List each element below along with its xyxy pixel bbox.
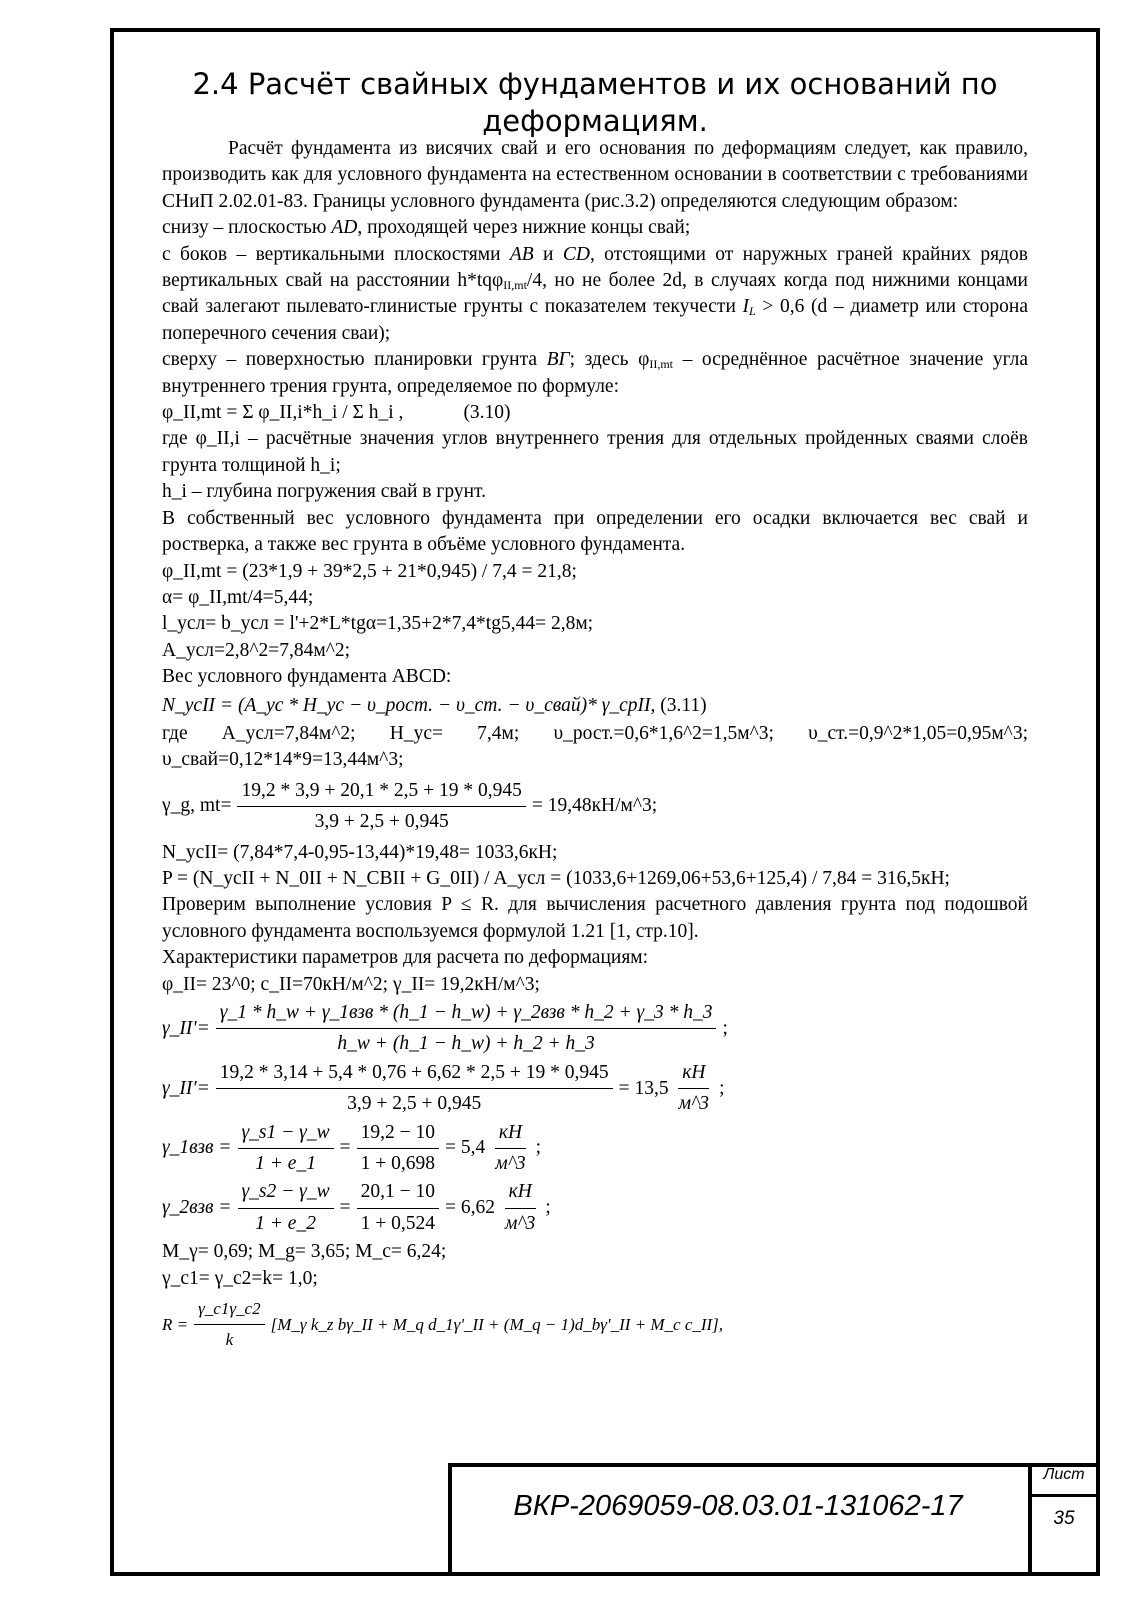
unit-numerator: кН	[678, 1060, 709, 1089]
gamma-1-fraction-symbolic	[238, 1120, 334, 1178]
sides-sub: II,mt	[503, 278, 527, 293]
gamma-g-numerator: 19,2 * 3,9 + 20,1 * 2,5 + 19 * 0,945	[237, 778, 525, 807]
gamma-2-formula: γ_2взв = $\frac{\gamma\_s2 - \gamma\_w}{1 + e\_2}$ = $\frac{20,1 - 10}{1 + 0,524}$ = 6,62 $\frac{кН}{м\^{}3}$ ;	[162, 1179, 1028, 1237]
top-text-3: – осреднённое расчётное значение угла внутреннего трения грунта, определяемое по формуле:	[162, 349, 1028, 397]
sides-and: и	[533, 243, 563, 265]
boundary-bottom	[162, 215, 1028, 241]
hi-definition: h_i – глубина погружения свай в грунт.	[162, 481, 486, 503]
gamma-ii-end: ;	[722, 1017, 728, 1039]
gamma-1-fraction-numeric	[357, 1120, 439, 1178]
gamma-ii-numeric: γ_II'= $\frac{19,2 * 3,14 + 5,4 * 0,76 + 6,62 * 2,5 + 19 * 0,945}{3,9 + 2,5 + 0,945}$ = 13,5 $\frac{кН}{м\^{}3}$ ;	[162, 1060, 1028, 1118]
gamma-ii-numeric-numerator: 19,2 * 3,14 + 5,4 * 0,76 + 6,62 * 2,5 + 19 * 0,945	[216, 1060, 613, 1089]
phi-calculation: φ_II,mt = (23*1,9 + 39*2,5 + 21*0,945) / 7,4 = 21,8;	[162, 560, 577, 582]
n-calculation: N_усII= (7,84*7,4-0,95-13,44)*19,48= 1033,6кН;	[162, 841, 558, 863]
plane-cd: CD	[562, 243, 590, 265]
where-v-rost: υ_рост.=0,6*1,6^2=1,5м^3;	[553, 722, 774, 744]
p-calculation: P = (N_усII + N_0II + N_CBII + G_0II) / A_усл = (1033,6+1269,06+53,6+125,4) / 7,84 = 316,5кН;	[162, 867, 950, 889]
gamma-2-result: = 6,62	[445, 1197, 495, 1219]
title-block-sheet-line	[1028, 1494, 1100, 1497]
where-values-line	[162, 721, 1028, 747]
sheet-number: 35	[1053, 1508, 1075, 1529]
gamma-2-unit	[501, 1179, 539, 1237]
document-code: ВКР-2069059-08.03.01-131062-17	[513, 1490, 963, 1522]
check-condition: Проверим выполнение условия P ≤ R. для вычисления расчетного давления грунта под подошвой условного фундамента воспользуемся формулой 1.21 [1, стр.10].	[162, 894, 1028, 942]
gamma-2-unit-num: кН	[505, 1179, 536, 1208]
abcd-weight-label: Вес условного фундамента ABCD:	[162, 666, 452, 688]
intro-paragraph: Расчёт фундамента из висячих свай и его основания по деформациям следует, как правило, производить как для условного фундамента на естественном основании в соответствии с требованиями СНиП 2.02.01-83. Границы условного фундамента (рис.3.2) определяются следующим образом:	[162, 138, 1028, 212]
top-text: сверху – поверхностью планировки грунта	[162, 349, 547, 371]
l-calculation: l_усл= b_усл = l'+2*L*tgα=1,35+2*7,4*tg5,44= 2,8м;	[162, 613, 594, 635]
gamma-1-num-num: 19,2 − 10	[357, 1120, 439, 1149]
gamma-ii-denominator: h_w + (h_1 − h_w) + h_2 + h_3	[337, 1033, 595, 1055]
plane-ad: AD	[331, 217, 358, 239]
unit-denominator: м^3	[678, 1093, 710, 1115]
gamma-1-label: γ_1взв =	[162, 1137, 232, 1159]
unit-fraction	[675, 1060, 713, 1118]
liquidity-index: I	[742, 296, 750, 318]
params-values: φ_II= 23^0; c_II=70кН/м^2; γ_II= 19,2кН/м^3;	[162, 973, 540, 995]
r-label: R =	[162, 1314, 189, 1334]
a-calculation: A_усл=2,8^2=7,84м^2;	[162, 639, 351, 661]
gamma-2-sym-num: γ_s2 − γ_w	[238, 1179, 334, 1208]
params-label: Характеристики параметров для расчета по деформациям:	[162, 947, 649, 969]
boundary-bottom-text: снизу – плоскостью	[162, 217, 332, 239]
gamma-2-unit-den: м^3	[505, 1212, 536, 1234]
gamma-g-label: γ_g, mt=	[162, 795, 232, 817]
gamma-1-unit	[491, 1120, 529, 1178]
top-text-2: ; здесь φ	[569, 349, 650, 371]
r-bracket-expression: [M_γ k_z bγ_II + M_q d_1γ'_II + (M_q − 1)d_bγ'_II + M_c c_II],	[270, 1314, 724, 1334]
gamma-ii-fraction	[216, 1000, 717, 1058]
gamma-g-formula	[162, 778, 1028, 836]
sides-text-2: , отстоящими от наружных граней крайних рядов вертикальных свай на расстоянии h*tqφ	[162, 243, 1029, 292]
alpha-calculation: α= φ_II,mt/4=5,44;	[162, 586, 314, 608]
gamma-1-sym-num: γ_s1 − γ_w	[238, 1120, 334, 1149]
gamma-2-num-den: 1 + 0,524	[360, 1212, 435, 1234]
where-v-st: υ_ст.=0,9^2*1,05=0,95м^3;	[808, 722, 1028, 744]
gamma-g-fraction	[237, 778, 525, 836]
sides-text-4: > 0,6 (d – диаметр или сторона поперечного сечения сваи);	[162, 296, 1028, 344]
formula-3-11	[162, 693, 1028, 719]
boundary-top	[162, 347, 1028, 400]
formula-3-11-number: (3.11)	[660, 694, 707, 716]
sides-text-3: /4, но не более 2d, в случаях когда под нижними концами свай залегают пылевато-глинистые грунты с показателем текучести	[162, 270, 1028, 318]
gamma-1-unit-num: кН	[495, 1120, 526, 1149]
r-formula	[162, 1296, 1028, 1354]
gamma-g-result: = 19,48кН/м^3;	[531, 795, 658, 817]
formula-3-10-number: (3.10)	[463, 402, 511, 424]
plane-vg: ВГ	[546, 349, 570, 371]
top-sub: II,mt	[649, 357, 674, 372]
gamma-ii-numeric-label: γ_II'=	[162, 1077, 210, 1099]
gamma-2-num-num: 20,1 − 10	[357, 1179, 439, 1208]
gamma-ii-formula	[162, 1000, 1028, 1058]
where-phi-paragraph: где φ_II,i – расчётные значения углов внутреннего трения для отдельных пройденных сваями слоёв грунта толщиной h_i;	[162, 428, 1028, 476]
where-h: H_ус= 7,4м;	[389, 722, 520, 744]
sides-text: с боков – вертикальными плоскостями	[162, 243, 510, 265]
own-weight-paragraph: В собственный вес условного фундамента при определении его осадки включается вес свай и ростверка, а также вес грунта в объёме условного фундамента.	[162, 507, 1028, 556]
gamma-ii-numerator: γ_1 * h_w + γ_1взв * (h_1 − h_w) + γ_2взв * h_2 + γ_3 * h_3	[216, 1000, 717, 1029]
formula-3-10-body: φ_II,mt = Σ φ_II,i*h_i / Σ h_i ,	[162, 402, 404, 424]
where-a: где A_усл=7,84м^2;	[162, 722, 356, 744]
section-heading: 2.4 Расчёт свайных фундаментов и их оснований по деформациям.	[192, 67, 998, 138]
gamma-2-sym-den: 1 + e_2	[255, 1212, 316, 1234]
gamma-1-sym-den: 1 + e_1	[255, 1153, 316, 1175]
r-numerator: γ_c1γ_c2	[194, 1296, 265, 1325]
boundary-bottom-suffix: , проходящей через нижние концы свай;	[357, 217, 691, 239]
r-denominator: k	[225, 1330, 234, 1350]
document-body	[162, 136, 1028, 1358]
gamma-ii-label: γ_II'=	[162, 1017, 210, 1039]
gamma-ii-numeric-fraction	[216, 1060, 613, 1118]
gamma-ii-numeric-result: = 13,5	[618, 1077, 669, 1099]
plane-ab: AB	[509, 243, 534, 265]
gamma-1-unit-den: м^3	[495, 1153, 526, 1175]
gamma-1-result: = 5,4	[445, 1137, 486, 1159]
gamma-1-formula: γ_1взв = $\frac{\gamma\_s1 - \gamma\_w}{1 + e\_1}$ = $\frac{19,2 - 10}{1 + 0,698}$ = 5,4 $\frac{кН}{м\^{}3}$ ;	[162, 1120, 1028, 1178]
gamma-ii-numeric-denominator: 3,9 + 2,5 + 0,945	[347, 1093, 482, 1115]
liquidity-index-sub: L	[749, 304, 756, 319]
formula-3-11-body: N_усII = (A_ус * H_ус − υ_рост. − υ_ст. − υ_свай)* γ_срII,	[162, 694, 656, 716]
gamma-2-fraction-numeric	[357, 1179, 439, 1237]
r-fraction	[194, 1296, 265, 1354]
boundary-sides	[162, 242, 1028, 348]
gamma-2-label: γ_2взв =	[162, 1197, 232, 1219]
sheet-label: Лист	[1043, 1466, 1085, 1483]
gamma-c-coefficients: γ_c1= γ_c2=k= 1,0;	[162, 1267, 318, 1289]
gamma-1-num-den: 1 + 0,698	[360, 1153, 435, 1175]
gamma-2-fraction-symbolic	[238, 1179, 334, 1237]
where-v-svai: υ_свай=0,12*14*9=13,44м^3;	[162, 749, 404, 771]
m-coefficients: M_γ= 0,69; M_g= 3,65; M_c= 6,24;	[162, 1241, 447, 1263]
gamma-g-denominator: 3,9 + 2,5 + 0,945	[314, 811, 449, 833]
formula-3-10	[162, 400, 1028, 426]
